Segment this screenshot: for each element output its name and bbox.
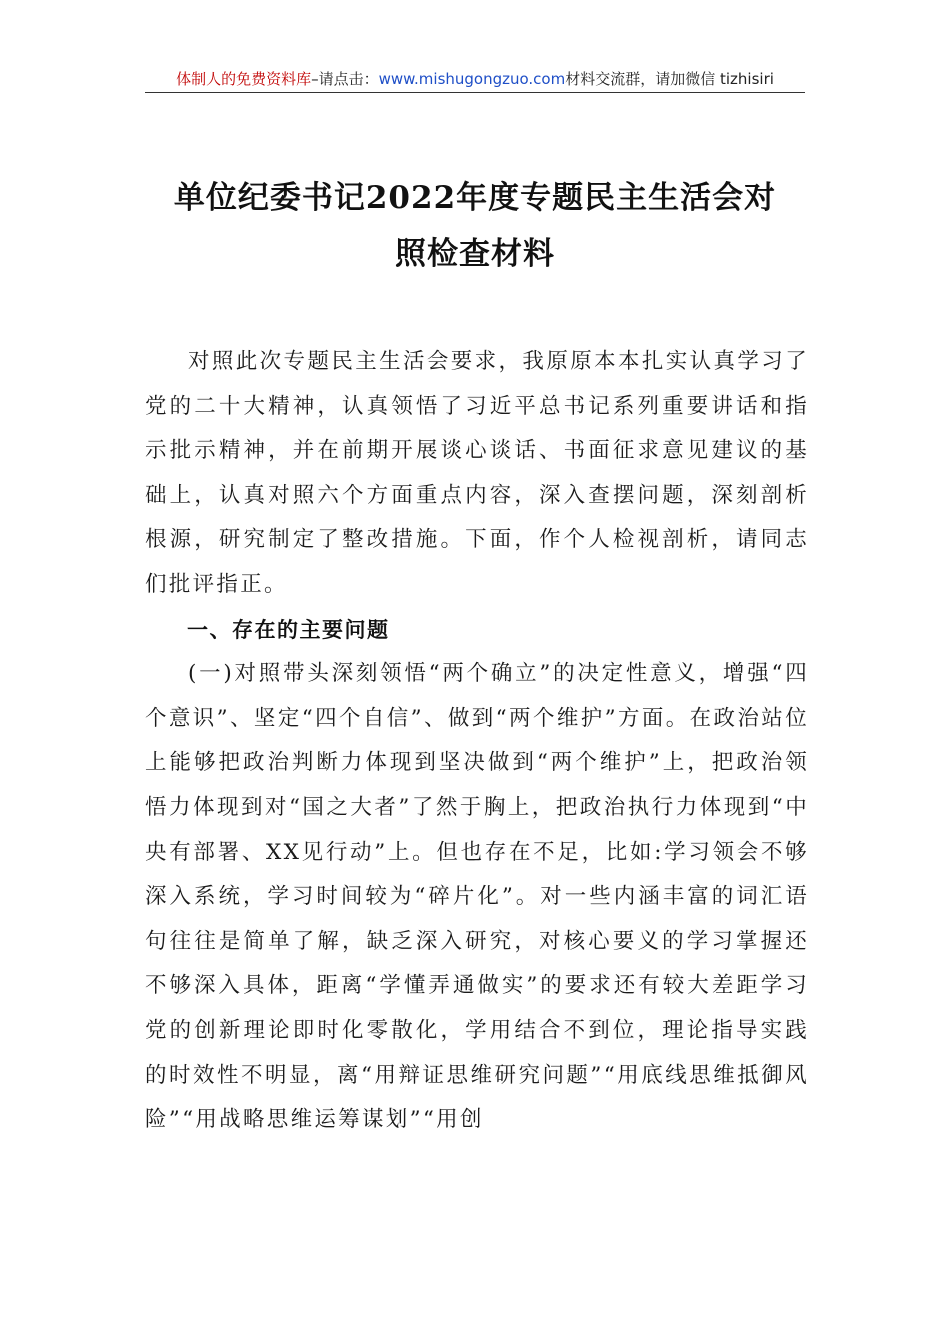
document-body — [145, 340, 809, 1143]
header-prompt: –请点击： — [311, 70, 379, 88]
header-contact: 材料交流群，请加微信 tizhisiri — [565, 70, 774, 88]
header-link[interactable]: www.mishugongzuo.com — [378, 70, 566, 88]
intro-paragraph: 对照此次专题民主生活会要求，我原原本本扎实认真学习了党的二十大精神，认真领悟了习近平总书记系列重要讲话和指示批示精神，并在前期开展谈心谈话、书面征求意见建议的基础上，认真对照六个方面重点内容，深入查摆问题，深刻剖析根源，研究制定了整改措施。下面，作个人检视剖析，请同志们批评指正。 — [145, 349, 809, 597]
section-paragraph: (一)对照带头深刻领悟“两个确立”的决定性意义，增强“四个意识”、坚定“四个自信”、做到“两个维护”方面。在政治站位上能够把政治判断力体现到坚决做到“两个维护”上，把政治领悟力体现到对“国之大者”了然于胸上，把政治执行力体现到“中央有部署、XX见行动”上。但也存在不足，比如:学习领会不够深入系统，学习时间较为“碎片化”。对一些内涵丰富的词汇语句往往是简单了解，缺乏深入研究，对核心要义的学习掌握还不够深入具体，距离“学懂弄通做实”的要求还有较大差距学习党的创新理论即时化零散化，学用结合不到位，理论指导实践的时效性不明显，离“用辩证思维研究问题”“用底线思维抵御风险”“用战略思维运筹谋划”“用创 — [145, 661, 809, 1133]
page-header — [145, 66, 805, 93]
section-heading: 一、存在的主要问题 — [187, 617, 390, 642]
document-title-line-2: 照检查材料 — [395, 236, 555, 272]
document-title-line-1: 单位纪委书记2022年度专题民主生活会对 — [173, 180, 777, 216]
header-brand: 体制人的免费资料库 — [176, 70, 312, 88]
